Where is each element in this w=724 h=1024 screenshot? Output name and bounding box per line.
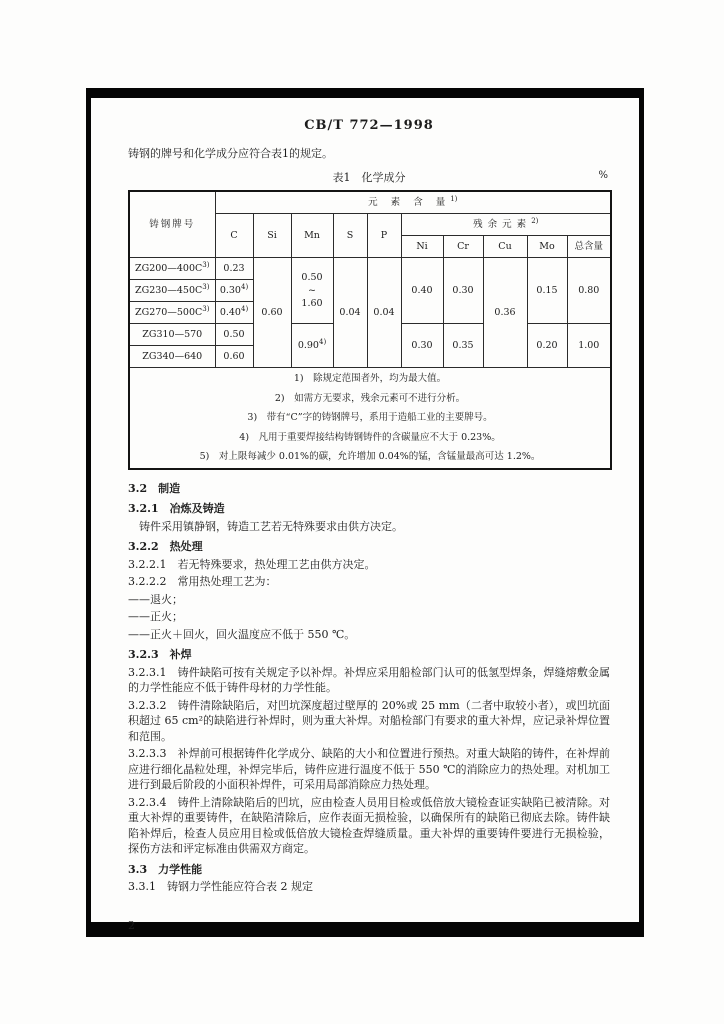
list-item-normalizing: ——正火；	[128, 610, 183, 623]
para-casting: 铸件采用镇静钢，铸造工艺若无特殊要求由供方决定。	[139, 519, 403, 533]
col-header-mn: Mn	[291, 214, 333, 258]
col-header-grade: 铸钢牌号	[129, 191, 215, 258]
cell-grade-2	[129, 280, 215, 302]
elements-footnote-mark: 1)	[450, 194, 458, 203]
cell-c-3	[215, 302, 253, 324]
table-notes-cell	[129, 368, 611, 469]
col-header-c: C	[215, 214, 253, 258]
col-header-elements-label: 元 素 含 量	[368, 196, 451, 208]
cell-si-merged: 0.60	[253, 258, 291, 368]
list-item-annealing: ——退火；	[128, 592, 183, 606]
cell-total-upper: 0.80	[567, 258, 611, 324]
col-header-residual	[401, 214, 611, 236]
clause-3-2-1: 3.2.1 冶炼及铸造	[128, 502, 225, 515]
table-notes-row	[129, 368, 611, 469]
grade-footnote-mark: 3)	[202, 304, 210, 313]
c-value: 0.30	[219, 284, 241, 296]
c-footnote-mark: 4)	[240, 304, 249, 313]
clause-3-2-2-1: 3.2.2.1 若无特殊要求，热处理工艺由供方决定。	[128, 557, 376, 571]
cell-p-merged: 0.04	[367, 258, 401, 368]
c-value: 0.40	[219, 306, 241, 318]
cell-mo-upper: 0.15	[527, 258, 567, 324]
col-header-residual-label: 残余元素	[473, 218, 532, 230]
cell-grade-3	[129, 302, 215, 324]
cell-c-2	[215, 280, 253, 302]
col-header-elements	[215, 191, 611, 214]
mn-footnote-mark: 4)	[318, 337, 327, 346]
c-value: 0.23	[223, 262, 245, 274]
clause-3-2-2-2: 3.2.2.2 常用热处理工艺为：	[128, 575, 277, 588]
cell-grade-1	[129, 258, 215, 280]
clause-3-2-3-2: 3.2.3.2 铸件清除缺陷后，对凹坑深度超过壁厚的 20%或 25 mm（二者中取较小者），或凹坑面积超过 65 cm²的缺陷进行补焊时，则为重大补焊。对船检部门有要求的重大补焊，应记录补焊位置和范围。	[128, 698, 610, 743]
cell-c-1	[215, 258, 253, 280]
cell-ni-lower: 0.30	[401, 324, 443, 368]
clause-3-3: 3.3 力学性能	[128, 862, 203, 876]
clause-3-2: 3.2 制造	[128, 481, 181, 495]
table-note-5: 5) 对上限每减少 0.01%的碳，允许增加 0.04%的锰，含锰量最高可达 1.2%。	[199, 451, 541, 462]
body-text	[128, 481, 610, 895]
grade-label: ZG230—450C	[135, 284, 203, 296]
cell-ni-upper: 0.40	[401, 258, 443, 324]
table1-caption: 表1 化学成分	[332, 171, 406, 184]
c-value: 0.50	[223, 328, 245, 340]
clause-3-2-3: 3.2.3 补焊	[128, 648, 192, 661]
clause-3-2-2: 3.2.2 热处理	[128, 540, 203, 553]
clause-3-2-3-1: 3.2.3.1 铸件缺陷可按有关规定予以补焊。补焊应采用船检部门认可的低氢型焊条，焊缝熔敷金属的力学性能应不低于铸件母材的力学性能。	[128, 665, 610, 694]
mn-max: 1.60	[301, 298, 323, 309]
col-header-ni: Ni	[401, 236, 443, 258]
col-header-mo: Mo	[527, 236, 567, 258]
table1-chemical-composition	[128, 190, 612, 470]
c-value: 0.60	[223, 350, 245, 362]
cell-mn-lower	[291, 324, 333, 368]
mn-min: 0.50	[301, 272, 323, 283]
mn-tilde: ~	[308, 285, 316, 296]
col-header-s: S	[333, 214, 367, 258]
col-header-si: Si	[253, 214, 291, 258]
grade-label: ZG340—640	[142, 350, 203, 362]
cell-mo-lower: 0.20	[527, 324, 567, 368]
intro-paragraph: 铸钢的牌号和化学成分应符合表1的规定。	[128, 147, 333, 160]
col-header-total: 总含量	[567, 236, 611, 258]
grade-label: ZG270—500C	[135, 306, 203, 318]
list-item-normalizing-tempering: ——正火＋回火，回火温度应不低于 550 ℃。	[128, 627, 356, 641]
col-header-cu: Cu	[483, 236, 527, 258]
page-content	[92, 98, 638, 932]
col-header-cr: Cr	[443, 236, 483, 258]
col-header-p: P	[367, 214, 401, 258]
table-note-4: 4) 凡用于重要焊接结构铸钢铸件的含碳量应不大于 0.23%。	[239, 431, 501, 443]
cell-cu-merged: 0.36	[483, 258, 527, 368]
grade-footnote-mark: 3)	[202, 260, 210, 269]
cell-cr-lower: 0.35	[443, 324, 483, 368]
scan-border-top	[86, 88, 644, 98]
clause-3-2-3-4: 3.2.3.4 铸件上清除缺陷后的凹坑，应由检查人员用目检或低倍放大镜检查证实缺陷已被清除。对重大补焊的重要铸件，在缺陷清除后，应作表面无损检验，以确保所有的缺陷已彻底去除。铸件缺陷补焊后，检查人员应用目检或低倍放大镜检查焊缝质量。重大补焊的重要铸件要进行无损检验，探伤方法和评定标准由供需双方商定。	[128, 795, 610, 855]
residual-footnote-mark: 2)	[531, 216, 539, 225]
cell-total-lower: 1.00	[567, 324, 611, 368]
cell-grade-5	[129, 346, 215, 368]
table-note-1: 1) 除规定范围者外，均为最大值。	[293, 373, 447, 384]
cell-c-4	[215, 324, 253, 346]
grade-label: ZG200—400C	[135, 262, 203, 274]
clause-3-2-3-3: 3.2.3.3 补焊前可根据铸件化学成分、缺陷的大小和位置进行预热。对重大缺陷的铸件，在补焊前应进行细化晶粒处理，补焊完毕后，铸件应进行温度不低于 550 ℃的消除应力的热处理。对机加工进行到最后阶段的小面积补焊件，可采用局部消除应力热处理。	[128, 747, 610, 791]
grade-footnote-mark: 3)	[202, 282, 210, 291]
cell-grade-4	[129, 324, 215, 346]
scan-border-right	[639, 88, 644, 937]
page-number: 2	[128, 918, 135, 932]
grade-label: ZG310—570	[142, 328, 203, 340]
standard-code-header: CB/T 772—1998	[304, 118, 434, 133]
cell-cr-upper: 0.30	[443, 258, 483, 324]
c-footnote-mark: 4)	[240, 282, 249, 291]
table1-caption-row	[128, 169, 610, 185]
table-note-3: 3) 带有“C”字的铸钢牌号，系用于造船工业的主要牌号。	[247, 412, 493, 423]
cell-c-5	[215, 346, 253, 368]
scan-border-left	[86, 88, 91, 937]
table-note-2: 2) 如需方无要求，残余元素可不进行分析。	[274, 392, 466, 404]
clause-3-3-1: 3.3.1 铸钢力学性能应符合表 2 规定	[128, 880, 313, 893]
cell-s-merged: 0.04	[333, 258, 367, 368]
table-row	[129, 258, 611, 280]
mn-value: 0.90	[297, 339, 319, 351]
header-row-1	[129, 191, 611, 214]
cell-mn-upper	[291, 258, 333, 324]
table1-unit: %	[598, 170, 608, 181]
